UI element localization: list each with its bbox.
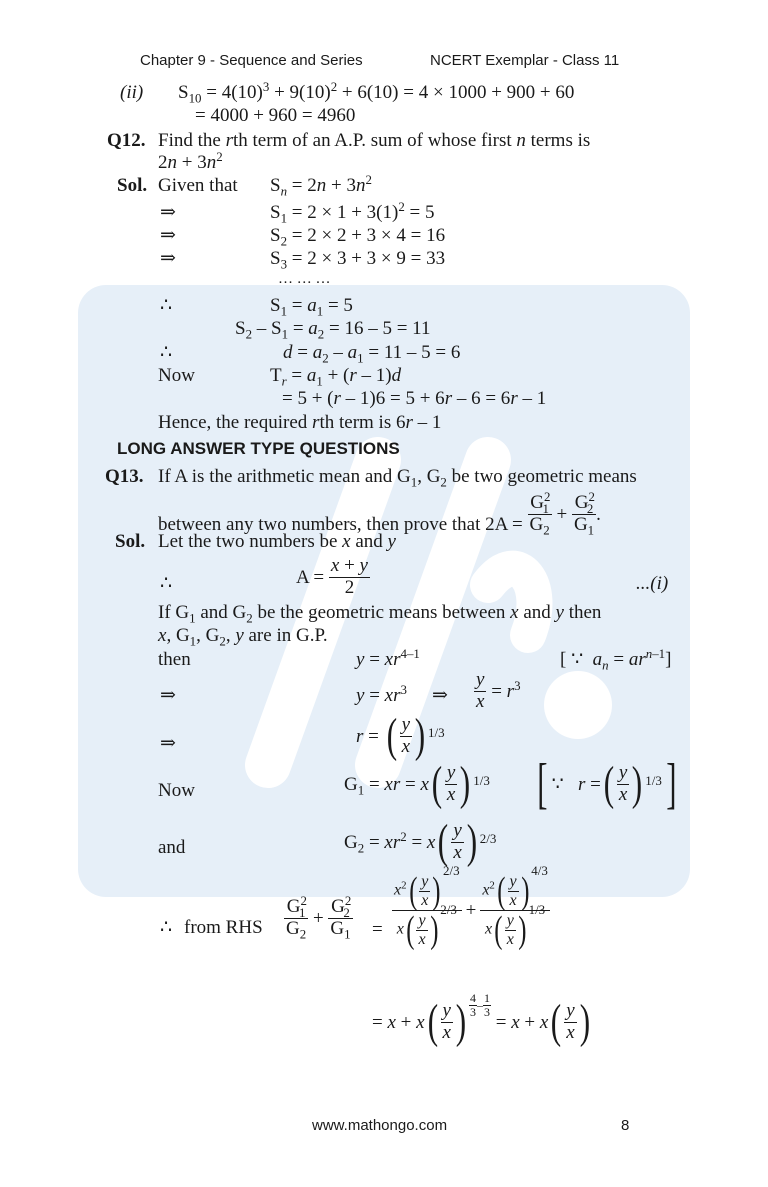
q13-sol-label: Sol. <box>115 531 146 552</box>
q12-eq-tr: $T_r = a_1 + (r - 1)d$ <box>270 365 402 389</box>
q12-eq-s3: $S_3 = 2 \times 3 + 3 \times 9 = 33$ <box>270 248 446 272</box>
q13-therefore-2: ∴ <box>160 917 173 938</box>
q12-given: Given that <box>158 175 238 196</box>
q13-eq-g1: $G_1$ = xr = x ( $\frac{y}{x}$ ) 1/3 <box>344 757 490 810</box>
q13-therefore-1: ∴ <box>160 573 173 594</box>
q12-label: Q12. <box>107 130 146 151</box>
q13-rhs-equals: = <box>372 919 383 940</box>
q12-eq-a2: $S_2 - S_1 = a_2 = 16 - 5 = 11$ <box>235 318 431 342</box>
q13-now: Now <box>158 780 195 801</box>
q13-eq-y2: $y = xr^3$ <box>356 681 407 706</box>
q13-rhs-fracs: $\frac{G^2_1}{G_2}$ + $\frac{G^2_2}{G_1}$ <box>286 892 352 942</box>
q12-eq-s1: $S_1 = 2 \times 1 + 3(1)^2 = 5$ <box>270 198 435 226</box>
q12-dots: … … … <box>278 271 331 287</box>
q12-implies-2: ⇒ <box>160 225 176 246</box>
q12-conclusion: Hence, the required rth term is 6r – 1 <box>158 412 442 433</box>
q11-line1: $S_{10} = 4(10)^3 + 9(10)^2 + 6(10) = 4 \times 1000 + 900 + 60$ <box>178 78 575 106</box>
q12-eq-sn: $S_n = 2n + 3n^2$ <box>270 171 372 199</box>
q13-implies-2: ⇒ <box>160 733 176 754</box>
q13-then: then <box>158 649 191 670</box>
q13-sol-text: Let the two numbers be x and y <box>158 531 396 552</box>
q13-rhs-big-fraction: $x^2$( $\frac{y}{x}$ ) 2/3 x( $\frac{y}{x}$ ) 2/3 + $x^2$( $\frac{y}{x}$ ) 4/3 x( $\frac{y}{x}$ ) 1/3 <box>394 863 548 951</box>
q13-implies-inline: ⇒ <box>432 685 448 706</box>
q13-eq-g2: $G_2 = xr^2 = x$ ( $\frac{y}{x}$ ) 2/3 <box>344 815 497 868</box>
q12-implies-3: ⇒ <box>160 248 176 269</box>
q13-from-rhs: from RHS <box>184 917 263 938</box>
q13-rhs-final: = x + x ( $\frac{y}{x}$ ) 4 3 – 1 3 = x + x ( $\frac{y}{x}$ ) <box>372 990 590 1048</box>
q13-eq-y: $y = xr^{4-1}$ <box>356 645 420 670</box>
chapter-header: Chapter 9 - Sequence and Series <box>140 52 363 69</box>
q13-eq-r: r = ( $\frac{y}{x}$ ) 1/3 <box>356 709 445 762</box>
q12-eq-s2: $S_2 = 2 \times 2 + 3 \times 4 = 16$ <box>270 225 446 249</box>
q13-para2: x, $G_1$, $G_2$, y are in G.P. <box>158 625 328 649</box>
page-number: 8 <box>621 1117 630 1134</box>
q13-implies-1: ⇒ <box>160 685 176 706</box>
section-title: LONG ANSWER TYPE QUESTIONS <box>117 439 400 458</box>
book-header: NCERT Exemplar - Class 11 <box>430 52 620 69</box>
q12-therefore-1: ∴ <box>160 295 173 316</box>
q12-text-line2: $2n + 3n^2$ <box>158 148 223 173</box>
q12-sol-label: Sol. <box>117 175 148 196</box>
footer-url[interactable]: www.mathongo.com <box>312 1117 448 1134</box>
q13-para1: If $G_1$ and $G_2$ be the geometric means between x and y then <box>158 602 602 626</box>
q12-eq-d: $d = a_2 - a_1 = 11 - 5 = 6$ <box>283 342 461 366</box>
q13-and: and <box>158 837 186 858</box>
q12-implies-1: ⇒ <box>160 202 176 223</box>
q12-therefore-2: ∴ <box>160 342 173 363</box>
q13-eq-ratio: $\frac{y}{x}$ = $r^3$ <box>476 669 521 712</box>
q12-eq-tr2: = 5 + (r – 1)6 = 5 + 6r – 6 = 6r – 1 <box>282 388 547 409</box>
q12-now: Now <box>158 365 195 386</box>
q12-text-line1: Find the rth term of an A.P. sum of whose first n terms is <box>158 130 591 151</box>
q13-text-line1: If A is the arithmetic mean and $G_1$, $G_2$ be two geometric means <box>158 466 637 490</box>
q11-part-label: (ii) <box>120 82 144 103</box>
q13-text-line2: between any two numbers, then prove that 2A = $\frac{G^2_1}{G_2}$ + $\frac{G^2_2}{G_1}$ . <box>158 488 601 538</box>
q13-eq-a: A = $\frac{x + y}{2}$ <box>296 555 368 598</box>
q11-line2: = 4000 + 960 = 4960 <box>195 105 356 126</box>
q13-since-formula: [ ∵ $a_n = ar^{n-1}$] <box>560 645 672 673</box>
q13-eq-tag: ...(i) <box>636 573 669 594</box>
q13-since-r: [ ∵ r = ( $\frac{y}{x}$ ) 1/3 ] <box>537 753 677 815</box>
q12-eq-a1: $S_1 = a_1 = 5$ <box>270 295 353 319</box>
q13-label: Q13. <box>105 466 144 487</box>
